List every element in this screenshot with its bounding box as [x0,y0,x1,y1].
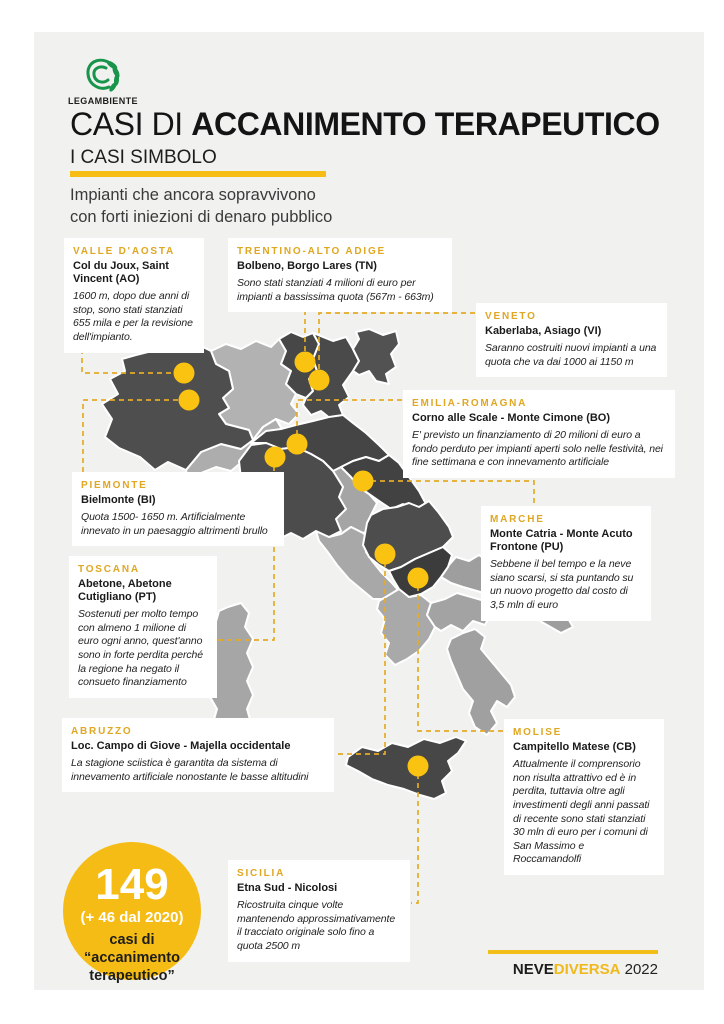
region-sicilia [346,737,466,799]
legambiente-wordmark: LEGAMBIENTE [68,96,138,106]
callout-piemonte [72,472,284,546]
stat-number: 149 [95,860,169,909]
marker-toscana-icon [265,447,286,468]
callout-site: Kaberlaba, Asiago (VI) [485,325,602,337]
footer-brand [513,961,658,978]
marker-trentino-icon [295,352,316,373]
callout-region-label: TOSCANA [78,564,140,575]
callout-site: Campitello Matese (CB) [513,741,636,753]
callout-desc: E' previsto un finanziamento di 20 milioni di euro a fondo perduto per impianti aperti solo nelle festività, nei fine settimana e con innevamento artificiale [412,428,663,469]
callout-desc: Sebbene il bel tempo e la neve siano scarsi, si sta puntando su un nuovo progetto dal costo di 3,5 mln di euro [490,557,634,611]
page-title-prefix: CASI DI [70,106,192,142]
callout-desc: Attualmente il comprensorio non risulta attrattivo ed è in perdita, tuttavia oltre agli investimenti degli anni passati di recente sono stati stanziati 30 mln di euro per i comuni di San Massimo e Roccamandolfi [513,757,650,866]
callout-region-label: EMILIA-ROMAGNA [412,398,528,409]
callout-veneto [476,303,667,377]
marker-marche-icon [353,471,374,492]
callout-site: Abetone, Abetone Cutigliano (PT) [78,578,172,603]
callout-valle-daosta [64,238,204,353]
callout-site: Etna Sud - Nicolosi [237,882,338,894]
footer-brand-neve: NEVE [512,961,554,978]
stat-delta: (+ 46 dal 2020) [80,909,184,926]
callout-region-label: VALLE D'AOSTA [73,246,176,257]
callout-site: Bielmonte (BI) [81,494,156,506]
stat-label: casi di “accanimento terapeutico” [84,932,180,985]
footer-year: 2022 [620,961,658,978]
marker-sicilia-icon [408,756,429,777]
callout-site: Monte Catria - Monte Acuto Frontone (PU) [490,528,633,553]
callout-region-label: MOLISE [513,727,563,738]
callout-site: Loc. Campo di Giove - Majella occidentale [71,740,291,752]
intro-line-2: con forti iniezioni di denaro pubblico [70,208,333,227]
intro-line-1: Impianti che ancora sopravvivono [70,186,316,204]
callout-site: Bolbeno, Borgo Lares (TN) [237,260,377,272]
callout-region-label: ABRUZZO [71,726,133,737]
callout-desc: Quota 1500- 1650 m. Artificialmente innevato in un paesaggio altrimenti brullo [81,510,268,537]
callout-site: Corno alle Scale - Monte Cimone (BO) [412,412,611,424]
callout-desc: 1600 m, dopo due anni di stop, sono stati stanziati 655 mila e per la revisione dell'impianto. [73,289,193,343]
callout-trentino-alto-adige [228,238,452,312]
footer-yellow-bar [488,950,658,954]
callout-site: Col du Joux, Saint Vincent (AO) [73,260,169,285]
callout-region-label: TRENTINO-ALTO ADIGE [237,246,387,257]
callout-region-label: MARCHE [490,514,545,525]
marker-emilia-romagna-icon [287,434,308,455]
callout-toscana [69,556,217,698]
callout-abruzzo [62,718,334,792]
callout-region-label: PIEMONTE [81,480,148,491]
callout-desc: Sono stati stanziati 4 milioni di euro per impianti a bassissima quota (567m - 663m) [237,276,434,303]
callout-sicilia [228,860,410,962]
marker-valle-daosta-icon [174,363,195,384]
callout-desc: La stagione sciistica è garantita da sistema di innevamento artificiale nonostante le basse altitudini [71,756,309,783]
marker-abruzzo-icon [375,544,396,565]
region-friuli [353,329,399,384]
stat-circle [63,842,201,985]
footer-brand-diversa: DIVERSA [553,961,621,978]
callout-desc: Sostenuti per molto tempo con almeno 1 milione di euro ogni anno, quest'anno sono in forte perdita perché la regione ha negato il consueto finanziamento [78,607,204,689]
callout-marche [481,506,651,621]
page-title-emphasis: ACCANIMENTO TERAPEUTICO [191,106,660,142]
marker-molise-icon [408,568,429,589]
page-subtitle: I CASI SIMBOLO [70,147,217,168]
callout-molise [504,719,664,875]
marker-veneto-icon [309,370,330,391]
callout-region-label: SICILIA [237,868,286,879]
callout-desc: Saranno costruiti nuovi impianti a una quota che va dai 1000 ai 1150 m [485,341,657,368]
callout-region-label: VENETO [485,311,537,322]
callout-emilia-romagna [403,390,675,478]
callout-desc: Ricostruita cinque volte mantenendo approssimativamente il tracciato originale solo fino a quota 2500 m [237,898,396,952]
marker-piemonte-icon [179,390,200,411]
